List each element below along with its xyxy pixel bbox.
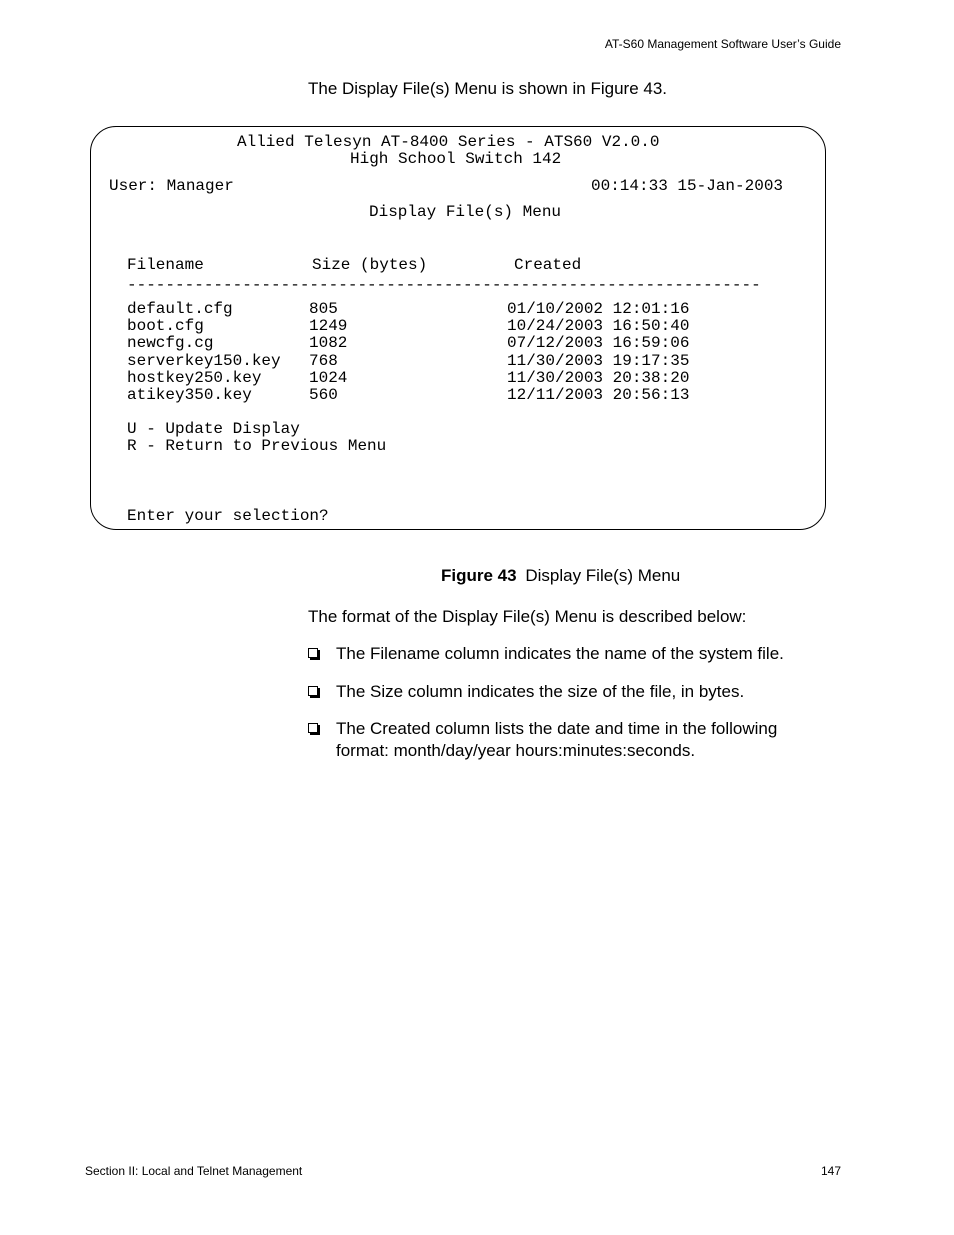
checkbox-bullet-icon xyxy=(308,648,318,658)
file-size: 1249 xyxy=(309,317,348,335)
screen-title-line1: Allied Telesyn AT-8400 Series - ATS60 V2.0.0 xyxy=(237,133,660,151)
bullet-item xyxy=(308,643,828,665)
figure-label: Figure 43 xyxy=(441,566,517,585)
column-header-filename: Filename xyxy=(127,256,204,274)
figure-title: Display File(s) Menu xyxy=(525,566,681,585)
screen-timestamp: 00:14:33 15-Jan-2003 xyxy=(591,177,784,195)
checkbox-bullet-icon xyxy=(308,686,318,696)
bullet-text: The Filename column indicates the name of the system file. xyxy=(336,644,784,663)
file-name: hostkey250.key xyxy=(127,369,262,387)
intro-text: The Display File(s) Menu is shown in Figure 43. xyxy=(308,79,668,98)
file-name: default.cfg xyxy=(127,300,233,318)
file-size: 805 xyxy=(309,300,338,318)
file-created: 01/10/2002 12:01:16 xyxy=(507,300,690,318)
file-created: 10/24/2003 16:50:40 xyxy=(507,317,690,335)
file-size: 560 xyxy=(309,386,338,404)
file-name: serverkey150.key xyxy=(127,352,281,370)
file-size: 1024 xyxy=(309,369,348,387)
file-created: 11/30/2003 20:38:20 xyxy=(507,369,690,387)
column-header-created: Created xyxy=(514,256,582,274)
bullet-item xyxy=(308,681,828,703)
bullet-item xyxy=(308,718,828,762)
file-created: 07/12/2003 16:59:06 xyxy=(507,334,690,352)
figure-caption xyxy=(441,566,680,586)
file-name: boot.cfg xyxy=(127,317,204,335)
screen-menu-title: Display File(s) Menu xyxy=(369,203,562,221)
file-name: atikey350.key xyxy=(127,386,252,404)
page-number: 147 xyxy=(820,1164,841,1178)
terminal-screen xyxy=(90,126,826,530)
bullet-text: The Size column indicates the size of the file, in bytes. xyxy=(336,682,745,701)
selection-prompt: Enter your selection? xyxy=(127,507,329,525)
option-update-display: U - Update Display xyxy=(127,420,300,438)
screen-title-line2: High School Switch 142 xyxy=(350,150,562,168)
option-return: R - Return to Previous Menu xyxy=(127,437,387,455)
file-created: 12/11/2003 20:56:13 xyxy=(507,386,690,404)
checkbox-bullet-icon xyxy=(308,723,318,733)
file-created: 11/30/2003 19:17:35 xyxy=(507,352,690,370)
column-separator: ------------------------------------------------------------------ xyxy=(127,277,761,294)
file-name: newcfg.cg xyxy=(127,334,214,352)
column-header-size: Size (bytes) xyxy=(312,256,428,274)
footer-section: Section II: Local and Telnet Management xyxy=(85,1164,303,1178)
running-header: AT-S60 Management Software User’s Guide xyxy=(604,37,841,51)
file-size: 1082 xyxy=(309,334,348,352)
format-intro: The format of the Display File(s) Menu is described below: xyxy=(308,607,747,626)
file-size: 768 xyxy=(309,352,338,370)
bullet-text: The Created column lists the date and time in the following format: month/day/year hours:minutes:seconds. xyxy=(336,719,778,760)
screen-user: User: Manager xyxy=(109,177,234,195)
